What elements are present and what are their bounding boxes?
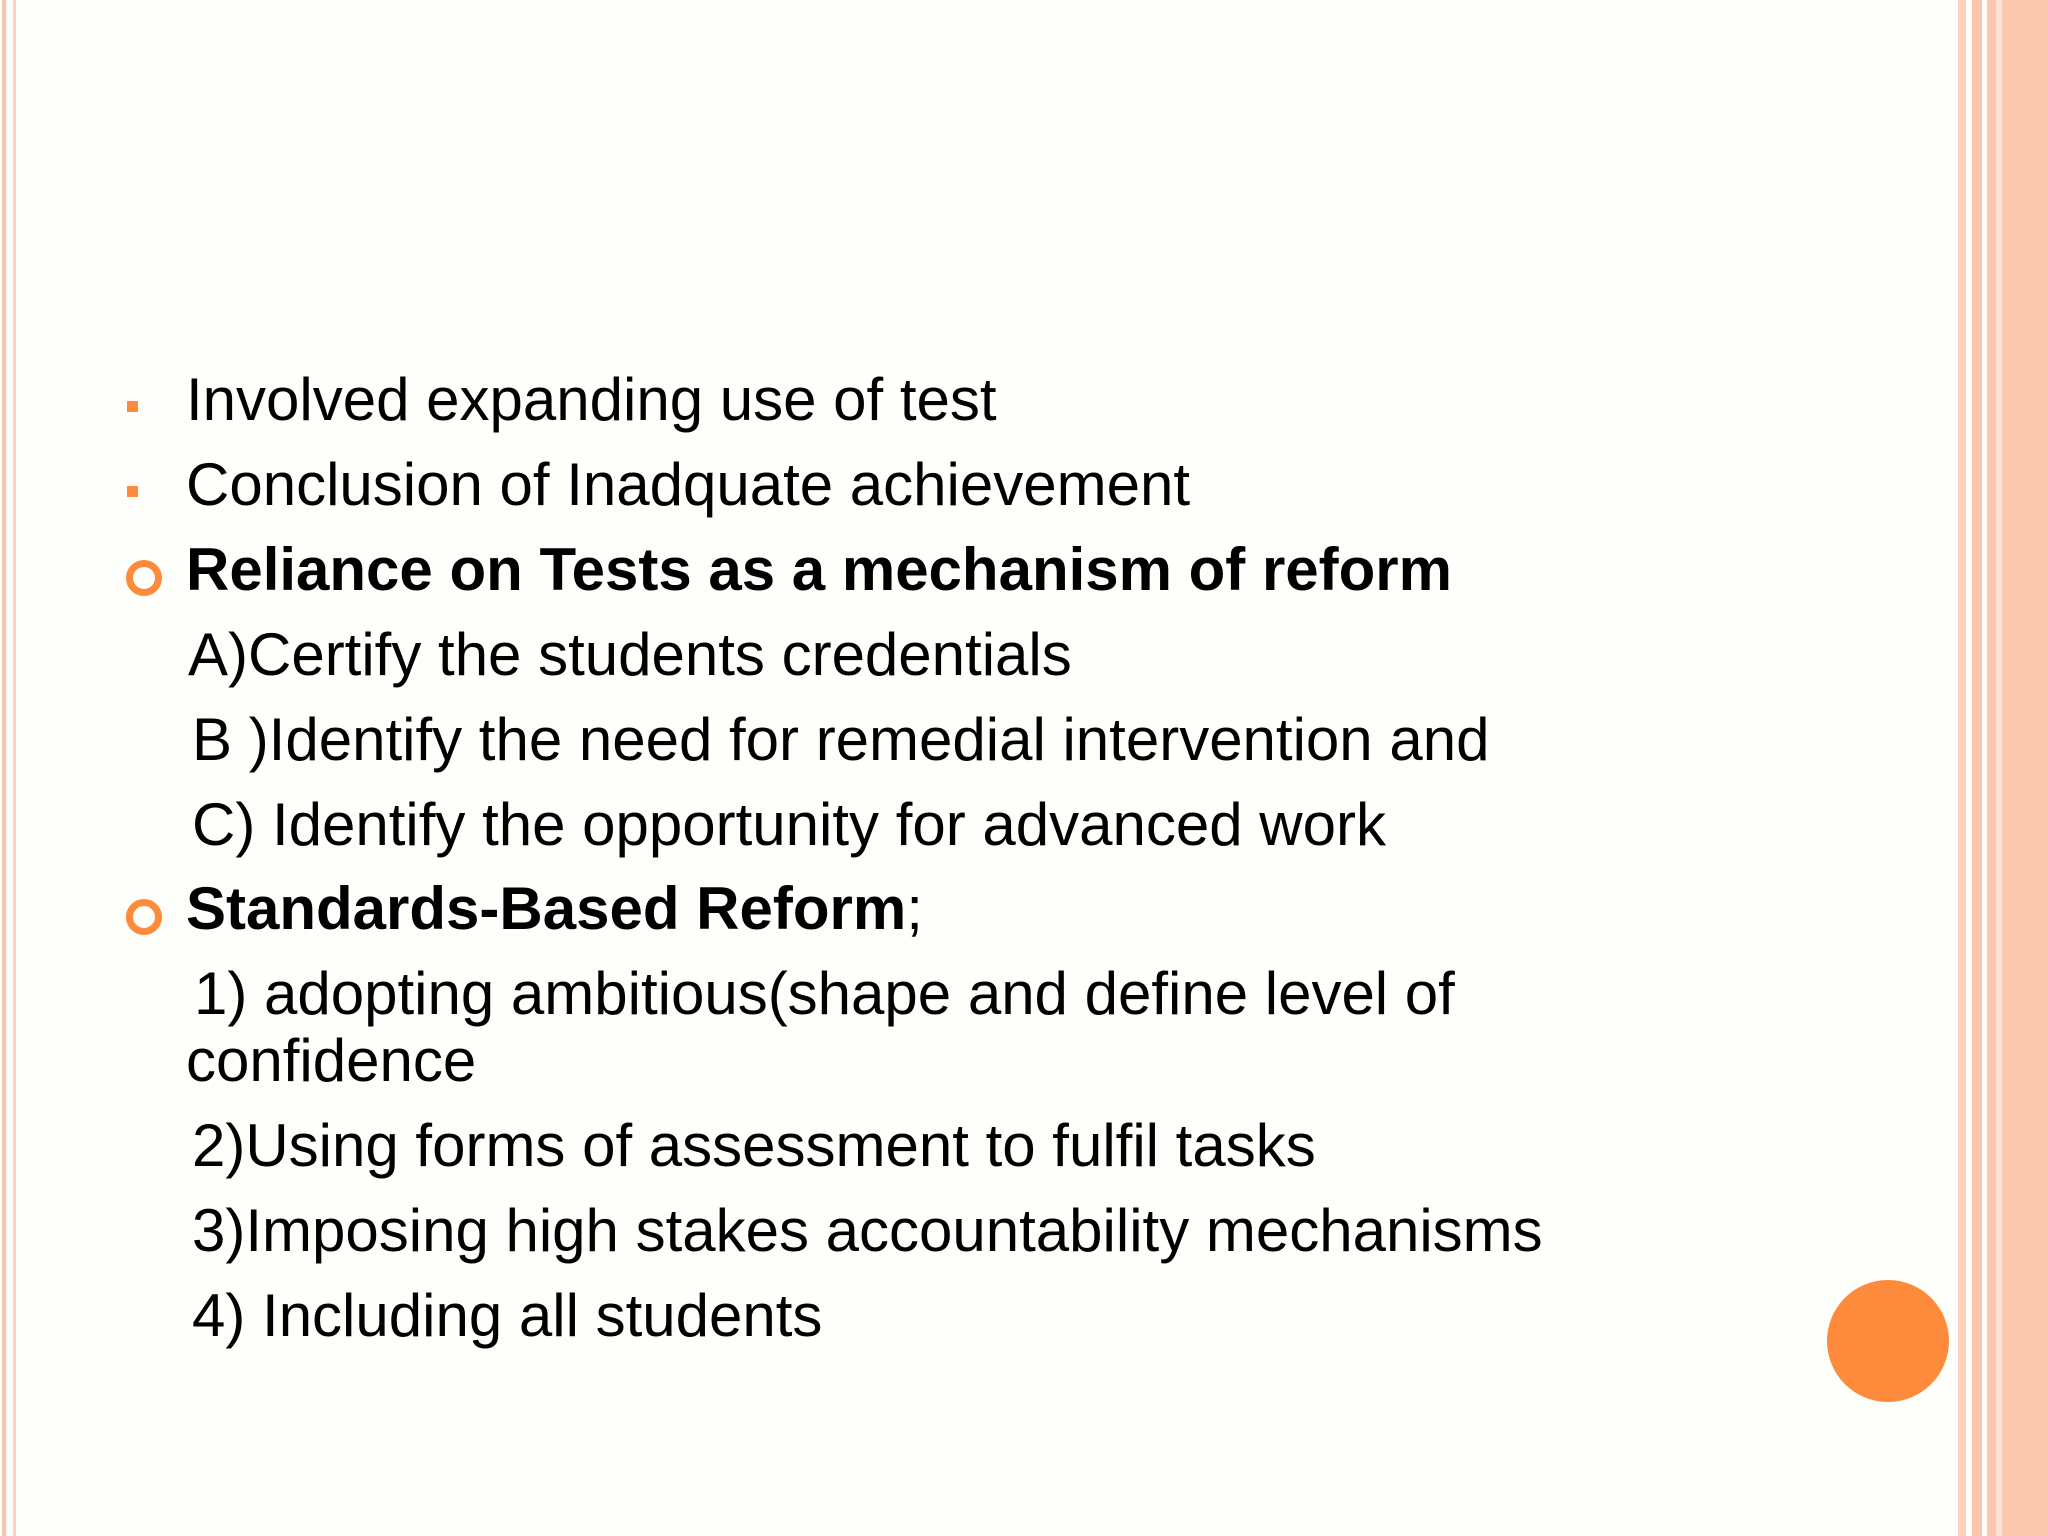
right-border-stripe	[1958, 0, 1966, 1536]
ring-bullet-icon	[126, 899, 162, 935]
sub-item: 2)Using forms of assessment to fulfil tasks	[192, 1112, 1316, 1179]
sub-item: A)Certify the students credentials	[188, 621, 1072, 688]
sub-item: C) Identify the opportunity for advanced work	[192, 791, 1386, 858]
right-border-band	[2002, 0, 2048, 1536]
square-bullet-icon	[127, 486, 138, 497]
sub-item-continuation: confidence	[186, 1027, 477, 1094]
bullet-text: Involved expanding use of test	[186, 366, 997, 433]
square-bullet-icon	[127, 401, 138, 412]
bullet-text: Conclusion of Inadquate achievement	[186, 451, 1191, 518]
ring-bullet-icon	[126, 560, 162, 596]
bullet-heading: Standards-Based Reform	[186, 875, 907, 942]
sub-item: 4) Including all students	[192, 1282, 823, 1349]
heading-punctuation: ;	[906, 875, 923, 942]
sub-item: B )Identify the need for remedial intervention and	[192, 706, 1490, 773]
right-border-stripe	[1972, 0, 1982, 1536]
bullet-heading: Reliance on Tests as a mechanism of reform	[186, 536, 1453, 603]
sub-item: 1) adopting ambitious(shape and define level of	[194, 960, 1455, 1027]
bullet-heading-line	[186, 875, 923, 943]
right-border-stripe	[1987, 0, 1996, 1536]
sub-item: 3)Imposing high stakes accountability mechanisms	[192, 1197, 1543, 1264]
